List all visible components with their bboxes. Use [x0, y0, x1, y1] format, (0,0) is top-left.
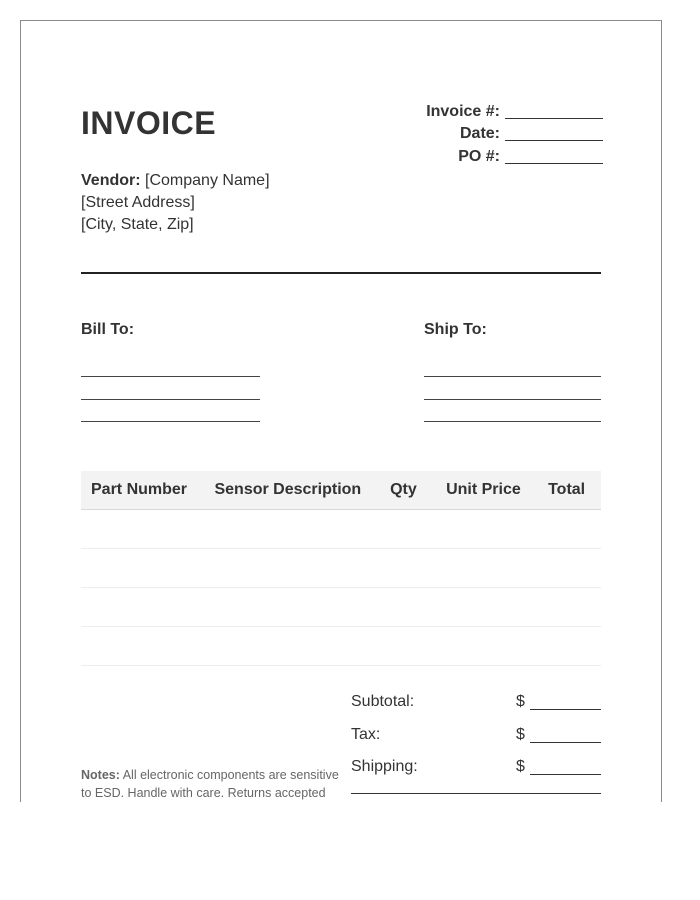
bill-to-line-3[interactable]: [81, 421, 260, 422]
shipping-currency: $: [516, 758, 525, 775]
vendor-company: [Company Name]: [145, 172, 270, 189]
table-row[interactable]: [81, 627, 601, 666]
table-row[interactable]: [81, 588, 601, 627]
invoice-date-field[interactable]: [505, 125, 603, 141]
bill-to-label: Bill To:: [81, 321, 135, 338]
shipping-row: [351, 754, 601, 787]
ship-to-line-2[interactable]: [424, 399, 601, 400]
bill-to-line-2[interactable]: [81, 399, 260, 400]
header-divider: [81, 272, 601, 274]
invoice-title: INVOICE: [81, 105, 217, 141]
ship-to-line-1[interactable]: [424, 376, 601, 377]
table-row[interactable]: [81, 510, 601, 549]
invoice-meta: [363, 98, 603, 166]
notes-label: Notes:: [81, 768, 120, 782]
invoice-number-label: Invoice #:: [426, 102, 500, 120]
column-header-unit-price: Unit Price: [446, 481, 521, 498]
ship-to-label: Ship To:: [424, 321, 487, 338]
po-number-field[interactable]: [505, 148, 603, 164]
invoice-page: [20, 20, 662, 802]
vendor-company-line: [81, 170, 270, 192]
totals-divider: [351, 793, 601, 794]
invoice-date-label: Date:: [459, 125, 500, 142]
shipping-field[interactable]: [530, 774, 601, 775]
line-items-table: [81, 471, 601, 666]
invoice-number-field[interactable]: [505, 103, 603, 119]
shipping-label: Shipping:: [351, 758, 418, 775]
vendor-street: [Street Address]: [81, 194, 195, 211]
tax-field[interactable]: [530, 742, 601, 743]
totals-block: [351, 689, 601, 787]
notes-text: All electronic components are sensitive to ESD. Handle with care. Returns accepted: [81, 768, 339, 800]
subtotal-row: [351, 689, 601, 722]
vendor-block: [81, 170, 270, 236]
invoice-number-row: [363, 98, 603, 121]
subtotal-currency: $: [516, 693, 525, 710]
column-header-part-number: Part Number: [91, 481, 188, 498]
table-header: [81, 471, 601, 510]
po-number-row: [363, 143, 603, 166]
vendor-city: [City, State, Zip]: [81, 216, 194, 233]
tax-label: Tax:: [351, 725, 381, 743]
table-row[interactable]: [81, 549, 601, 588]
column-header-qty: Qty: [390, 481, 417, 498]
subtotal-field[interactable]: [530, 709, 601, 710]
invoice-date-row: [363, 121, 603, 144]
notes-block: [81, 766, 351, 802]
ship-to-line-3[interactable]: [424, 421, 601, 422]
column-header-total: Total: [548, 481, 586, 498]
subtotal-label: Subtotal:: [351, 693, 415, 710]
tax-currency: $: [516, 725, 525, 743]
po-number-label: PO #:: [458, 147, 500, 165]
column-header-description: Sensor Description: [214, 481, 362, 498]
tax-row: [351, 722, 601, 755]
bill-to-line-1[interactable]: [81, 376, 260, 377]
vendor-label: Vendor:: [81, 172, 141, 189]
